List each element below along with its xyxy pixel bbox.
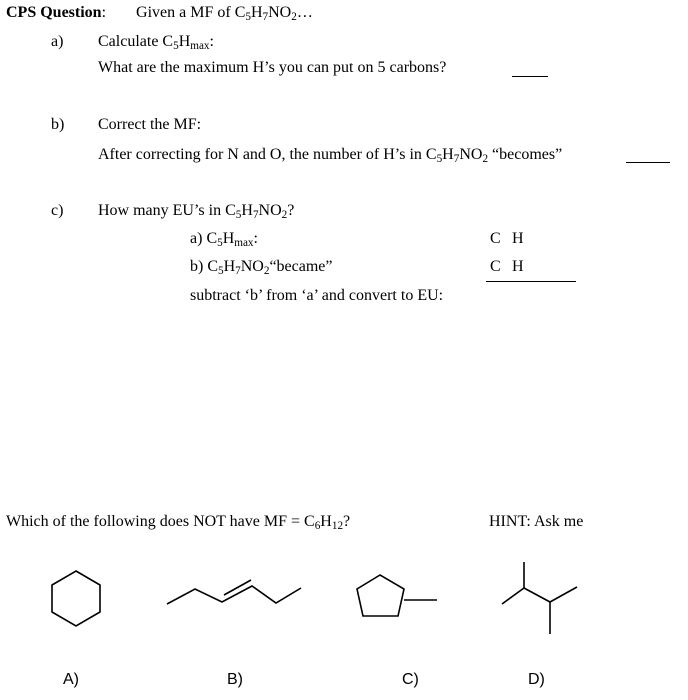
part-a-title: Calculate $C_5H_{max}$: [98, 33, 214, 52]
branch-bond-4 [550, 587, 577, 602]
hydrogen-column[interactable]: H [512, 230, 524, 247]
cyclohexane-ring [52, 571, 100, 626]
header-line: CPS Question: Given a MF of $C_5H_7NO_2\dots$ [6, 4, 313, 23]
formula-c5h7no2: $C_5H_7NO_2$ [425, 146, 489, 165]
branch-bond-1 [502, 588, 524, 604]
option-a-label[interactable]: A) [63, 671, 79, 688]
part-c-sub-a: a) $C_5H_{max}$: [190, 230, 258, 249]
page-title: CPS Question [6, 4, 102, 21]
part-b-answer-blank[interactable] [626, 161, 670, 163]
part-c-letter: c) [51, 202, 64, 219]
part-a-question: What are the maximum H’s you can put on 5 carbons? [98, 59, 447, 76]
formula-c5hmax: $C_5H_{max}$ [162, 33, 210, 52]
part-c-row-b-ch [490, 258, 534, 276]
question2-text: Which of the following does NOT have MF = $C_6H_{12}$? [6, 513, 351, 532]
part-c-subtract: subtract ‘b’ from ‘a’ and convert to EU: [190, 287, 444, 304]
part-b-letter: b) [51, 116, 65, 133]
option-c-label[interactable]: C) [402, 671, 419, 688]
formula-c5hmax: $C_5H_{max}$ [206, 230, 254, 249]
double-bond-line [224, 580, 251, 595]
part-c-question: How many EU’s in $C_5H_7NO_2$? [98, 202, 295, 221]
subtraction-rule [486, 280, 576, 282]
part-a-letter: a) [51, 33, 64, 50]
formula-c5h7no2: $C_5H_7NO_2$ [207, 258, 270, 277]
option-b-label[interactable]: B) [227, 671, 243, 688]
cyclopentane-ring [357, 575, 404, 616]
alkene-chain [167, 586, 301, 604]
part-b-title: Correct the MF: [98, 116, 202, 133]
formula-c6h12: $C_6H_{12}$ [304, 513, 344, 532]
part-a-answer-blank[interactable] [512, 75, 548, 77]
part-c-row-a-ch [490, 230, 534, 248]
option-d-label[interactable]: D) [528, 671, 545, 688]
carbon-column[interactable]: C [490, 258, 501, 275]
part-b-text: After correcting for N and O, the number of H’s in $C_5H_7NO_2$ “becomes” [98, 146, 563, 165]
hydrogen-column[interactable]: H [512, 258, 524, 275]
header-intro: Given a MF of [136, 4, 235, 21]
formula-c5h7no2: $C_5H_7NO_2$ [225, 202, 288, 221]
part-c-sub-b: b) $C_5H_7NO_2“became$” [190, 258, 333, 277]
formula-c5h7no2: $C_5H_7NO_2$ [234, 4, 297, 23]
carbon-column[interactable]: C [490, 230, 501, 247]
hint-text: HINT: Ask me [489, 513, 584, 530]
branch-bond-3 [524, 588, 550, 602]
